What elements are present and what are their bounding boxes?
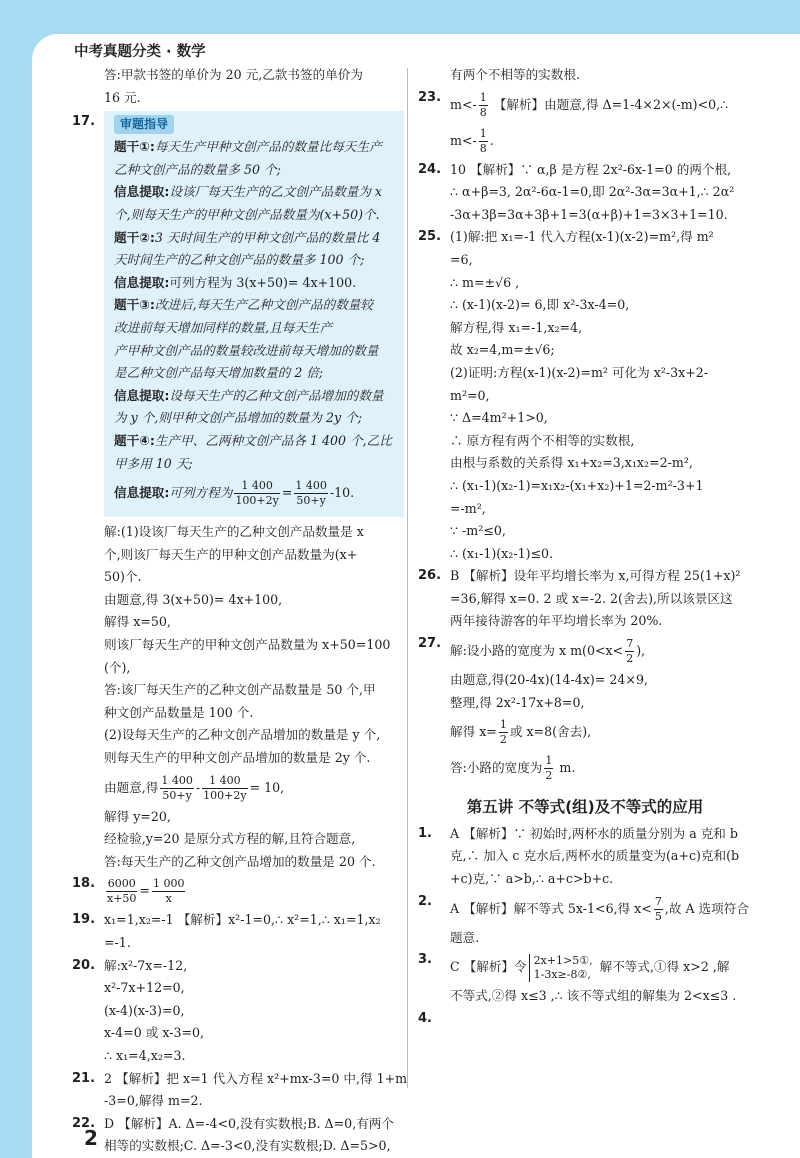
denominator: 5 bbox=[654, 909, 662, 923]
answer-p1 bbox=[420, 823, 750, 891]
fraction bbox=[544, 754, 553, 783]
hint-line: 产甲种文创产品的数量较改进前每天增加的数量 bbox=[114, 342, 379, 358]
text-line: 由题意,得(20-4x)(14-4x)= 24×9, bbox=[450, 672, 648, 688]
text-line bbox=[450, 949, 750, 985]
text-line: 不等式,②得 x≤3 ,∴ 该不等式组的解集为 2<x≤3 . bbox=[450, 988, 737, 1004]
denominator: 100+2y bbox=[235, 494, 279, 508]
numerator: 1 400 bbox=[234, 479, 279, 494]
text-line: 答:甲款书签的单价为 20 元,乙款书签的单价为 bbox=[104, 67, 363, 82]
answer-21 bbox=[72, 1068, 408, 1113]
hint-line bbox=[114, 227, 398, 250]
hint-line bbox=[114, 385, 398, 408]
left-column bbox=[72, 64, 408, 1158]
text-segment: m<- bbox=[450, 132, 477, 148]
text-line: 答:该厂每天生产的乙种文创产品数量是 50 个,甲 bbox=[104, 682, 376, 698]
question-number: 19. bbox=[72, 912, 96, 928]
text-segment: m<- bbox=[450, 96, 477, 112]
text-line: +c)克,∵ a>b,∴ a+c>b+c. bbox=[450, 871, 614, 887]
text-line: x-4=0 或 x-3=0, bbox=[104, 1025, 205, 1041]
text-line: 相等的实数根;C. Δ=-3<0,没有实数根;D. Δ=5>0, bbox=[104, 1138, 391, 1154]
fraction bbox=[152, 877, 186, 906]
text-line: 解得 y=20, bbox=[104, 808, 171, 824]
numerator: 6000 bbox=[107, 877, 136, 891]
question-number: 26. bbox=[418, 568, 442, 584]
text-line: A 【解析】∵ 初始时,两杯水的质量分别为 a 克和 b bbox=[450, 825, 738, 841]
fraction bbox=[160, 774, 194, 803]
answer-22-tail bbox=[420, 64, 750, 87]
text-line bbox=[450, 87, 750, 123]
text-line bbox=[450, 123, 750, 159]
hint-line bbox=[114, 272, 398, 295]
text-segment: m. bbox=[555, 760, 576, 776]
fraction bbox=[499, 718, 508, 747]
hint-box bbox=[104, 111, 404, 517]
text-line: x²-7x+12=0, bbox=[104, 980, 185, 996]
denominator: 8 bbox=[479, 141, 487, 155]
fraction bbox=[479, 91, 488, 120]
text-segment: 答:小路的宽度为 bbox=[450, 760, 543, 776]
text-line: 经检验,y=20 是原分式方程的解,且符合题意, bbox=[104, 831, 356, 847]
text-line: ∴ (x-1)(x-2)= 6,即 x²-3x-4=0, bbox=[450, 297, 630, 313]
hint-key: 题干②: bbox=[114, 229, 155, 245]
text-line: 由题意,得 $\frac{1 400}{50+y}$ - $\frac{1 400}{100+2y}$ = 10, bbox=[104, 773, 285, 802]
question-number: 2. bbox=[418, 893, 432, 909]
question-number: 23. bbox=[418, 89, 442, 105]
answer-20 bbox=[74, 955, 404, 1068]
answer-24 bbox=[420, 159, 750, 227]
hint-key: 信息提取: bbox=[114, 387, 170, 403]
text-line: ∴ x₁=4,x₂=3. bbox=[104, 1047, 186, 1063]
text-line: x₁=1,x₂=-1 【解析】x²-1=0,∴ x²=1,∴ x₁=1,x₂ bbox=[104, 912, 381, 928]
answer-p2 bbox=[420, 891, 750, 950]
question-number: 17. bbox=[72, 114, 96, 130]
question-number: 24. bbox=[418, 161, 442, 177]
hint-line bbox=[114, 181, 398, 204]
text-line: $\frac{6000}{x+50}$ = $\frac{1 000}{x}$ bbox=[107, 877, 185, 906]
question-number: 1. bbox=[418, 825, 432, 841]
text-line: 克,∴ 加入 c 克水后,两杯水的质量变为(a+c)克和(b bbox=[450, 848, 740, 864]
text-line: (2)设每天生产的乙种文创产品增加的数量是 y 个, bbox=[104, 727, 381, 743]
answer-25 bbox=[420, 226, 750, 565]
numerator: 1 400 bbox=[295, 479, 327, 493]
column-divider bbox=[407, 68, 408, 1088]
text-line bbox=[450, 750, 750, 786]
text-segment: 解得 x= bbox=[450, 724, 497, 740]
numerator: 1 400 bbox=[202, 774, 247, 789]
text-segment: 解:设小路的宽度为 x m(0<x< bbox=[450, 643, 624, 659]
text-segment: . bbox=[489, 132, 494, 148]
text-line: 由根与系数的关系得 x₁+x₂=3,x₁x₂=2-m², bbox=[450, 455, 693, 471]
text-segment: 或 x=8(舍去), bbox=[509, 724, 592, 740]
text-segment: 【解析】由题意,得 Δ=1-4×2×(-m)<0,∴ bbox=[489, 96, 729, 112]
hint-line: 甲多用 10 天; bbox=[114, 455, 193, 471]
hint-line bbox=[114, 136, 398, 159]
question-number: 3. bbox=[418, 952, 432, 968]
text-line bbox=[450, 891, 750, 927]
text-line: ∴ α+β=3, 2α²-6α-1=0,即 2α²-3α=3α+1,∴ 2α² bbox=[450, 184, 735, 200]
fraction bbox=[106, 877, 137, 906]
text-line: (个), bbox=[104, 659, 131, 675]
numerator: 1 bbox=[479, 90, 487, 104]
hint-line: 是乙种文创产品每天增加数量的 2 倍; bbox=[114, 365, 324, 381]
text-line: 有两个不相等的实数根. bbox=[450, 67, 580, 82]
text-line: ∵ Δ=4m²+1>0, bbox=[450, 410, 548, 426]
answer-26 bbox=[420, 565, 750, 633]
hint-line: 改进前每天增加同样的数量,且每天生产 bbox=[114, 319, 333, 335]
denominator: 50+y bbox=[162, 788, 192, 802]
text-line: =36,解得 x=0. 2 或 x=-2. 2(舍去),所以该景区这 bbox=[450, 590, 733, 606]
text-line: 解得 x=50, bbox=[104, 614, 171, 630]
section-heading: 第五讲 不等式(组)及不等式的应用 bbox=[466, 798, 704, 817]
text-line: 解方程,得 x₁=-1,x₂=4, bbox=[450, 319, 583, 335]
question-number: 4. bbox=[418, 1010, 432, 1026]
question-number: 20. bbox=[72, 957, 96, 973]
fraction bbox=[234, 479, 279, 508]
answer-22 bbox=[74, 1113, 404, 1158]
text-line: 解:(1)设该厂每天生产的乙种文创产品数量是 x bbox=[104, 524, 364, 540]
denominator: x+50 bbox=[107, 892, 137, 906]
text-line bbox=[450, 633, 750, 669]
page-number: 2 bbox=[84, 1126, 98, 1150]
text-line: -3=0,解得 m=2. bbox=[104, 1093, 203, 1109]
text-line: 个,则该厂每天生产的甲种文创产品数量为(x+ bbox=[104, 546, 358, 562]
hint-key: 信息提取: bbox=[114, 184, 170, 200]
denominator: 2 bbox=[626, 652, 634, 666]
denominator: 2 bbox=[499, 733, 507, 747]
text-line: ∴ 原方程有两个不相等的实数根, bbox=[450, 432, 635, 448]
hint-text: 3 天时间生产的甲种文创产品的数量比 4 bbox=[154, 229, 381, 245]
text-line: 由题意,得 3(x+50)= 4x+100, bbox=[104, 591, 283, 607]
denominator: 8 bbox=[479, 105, 487, 119]
text-line: 50)个. bbox=[104, 569, 142, 585]
text-segment: ), bbox=[636, 643, 646, 659]
numerator: 1 bbox=[499, 718, 507, 732]
hint-key: 信息提取: bbox=[114, 485, 170, 501]
numerator: 7 bbox=[654, 894, 662, 908]
hint-text: 每天生产甲种文创产品的数量比每天生产 bbox=[154, 139, 382, 155]
hint-line: 天时间生产的乙种文创产品的数量多 100 个; bbox=[114, 252, 365, 268]
answer-p4 bbox=[420, 1008, 750, 1031]
text-segment: A 【解析】解不等式 5x-1<6,得 x< bbox=[450, 900, 652, 916]
question-number: 25. bbox=[418, 229, 442, 245]
answer-27 bbox=[420, 633, 750, 786]
denominator: 100+2y bbox=[203, 788, 247, 802]
question-number: 22. bbox=[72, 1115, 96, 1131]
text-line: ∵ -m²≤0, bbox=[450, 523, 506, 539]
hint-key: 信息提取: bbox=[114, 274, 170, 290]
text-line: 解:x²-7x=-12, bbox=[104, 957, 188, 973]
text-line: =-1. bbox=[104, 935, 131, 950]
denominator: x bbox=[165, 892, 172, 906]
answer-19 bbox=[74, 909, 404, 954]
hint-text: 设每天生产的乙种文创产品增加的数量 bbox=[169, 387, 384, 403]
numerator: 1 000 bbox=[152, 877, 185, 891]
text-line: ∴ (x₁-1)(x₂-1)=x₁x₂-(x₁+x₂)+1=2-m²-3+1 bbox=[450, 477, 704, 493]
text-line: (1)解:把 x₁=-1 代入方程(x-1)(x-2)=m²,得 m² bbox=[450, 229, 714, 245]
hint-label: 审题指导 bbox=[114, 115, 174, 134]
text-segment: 由题意,得 bbox=[104, 779, 159, 795]
question-number: 27. bbox=[418, 636, 442, 652]
text-line: 则该厂每天生产的甲种文创产品数量为 x+50=100 bbox=[104, 637, 391, 653]
hint-text: 设该厂每天生产的乙文创产品数量为 x bbox=[169, 184, 383, 200]
hint-text: 可列方程为 3(x+50)= 4x+100. bbox=[169, 274, 357, 290]
text-line: B 【解析】设年平均增长率为 x,可得方程 25(1+x)² bbox=[450, 568, 741, 584]
text-segment: ,故 A 选项符合 bbox=[664, 900, 749, 916]
text-line: 2 【解析】把 x=1 代入方程 x²+mx-3=0 中,得 1+m bbox=[104, 1070, 408, 1086]
fraction bbox=[625, 637, 634, 666]
hint-line: 信息提取:可列方程为 $\frac{1 400}{100+2y}$ = $\frac{1 400}{50+y}$ -10. bbox=[114, 479, 355, 508]
text-line: (x-4)(x-3)=0, bbox=[104, 1002, 185, 1018]
text-line bbox=[450, 714, 750, 750]
equation-system bbox=[529, 954, 594, 982]
system-line: 1-3x≥-8②, bbox=[533, 967, 591, 981]
text-line: =-m², bbox=[450, 500, 486, 516]
hint-line: 乙种文创产品的数量多 50 个; bbox=[114, 161, 281, 177]
question-number: 21. bbox=[72, 1070, 96, 1086]
text-segment: = 10, bbox=[249, 779, 285, 795]
text-line: =6, bbox=[450, 251, 473, 267]
text-line: 整理,得 2x²-17x+8=0, bbox=[450, 694, 585, 710]
answer-23 bbox=[420, 87, 750, 159]
hint-key: 题干①: bbox=[114, 139, 155, 155]
page-header: 中考真题分类 · 数学 bbox=[74, 44, 206, 60]
hint-line: 个,则每天生产的甲种文创产品数量为(x+50)个. bbox=[114, 206, 380, 222]
numerator: 1 400 bbox=[161, 773, 193, 787]
answer-18 bbox=[74, 873, 404, 909]
denominator: 50+y bbox=[296, 494, 326, 508]
right-column bbox=[420, 64, 750, 1030]
fraction bbox=[479, 127, 488, 156]
hint-text: -10. bbox=[329, 485, 355, 501]
text-line bbox=[450, 1008, 750, 1031]
numerator: 1 bbox=[545, 754, 553, 768]
hint-text: 改进后,每天生产乙种文创产品的数量较 bbox=[154, 297, 373, 313]
text-line: D 【解析】A. Δ=-4<0,没有实数根;B. Δ=0,有两个 bbox=[104, 1115, 394, 1131]
text-line: -3α+3β=3α+3β+1=3(α+β)+1=3×3+1=10. bbox=[450, 206, 728, 222]
text-line: 10 【解析】∵ α,β 是方程 2x²-6x-1=0 的两个根, bbox=[450, 161, 732, 177]
denominator: 2 bbox=[545, 769, 553, 783]
text-line: 题意. bbox=[450, 929, 480, 945]
hint-text: 生产甲、乙两种文创产品各 1 400 个,乙比 bbox=[154, 432, 392, 448]
answer-16-tail bbox=[74, 64, 404, 109]
text-line: ∴ m=±√6 , bbox=[450, 274, 520, 290]
hint-line: 为 y 个,则甲种文创产品增加的数量为 2y 个; bbox=[114, 410, 363, 426]
fraction bbox=[202, 774, 247, 803]
hint-key: 题干④: bbox=[114, 432, 155, 448]
numerator: 7 bbox=[626, 637, 634, 651]
system-line: 2x+1>5①, bbox=[533, 953, 593, 967]
text-line: ∴ (x₁-1)(x₂-1)≤0. bbox=[450, 545, 554, 561]
text-line: m²=0, bbox=[450, 387, 490, 403]
hint-line bbox=[114, 294, 398, 317]
hint-text: 可列方程为 bbox=[169, 485, 233, 501]
text-line: 16 元. bbox=[104, 89, 141, 105]
hint-line bbox=[114, 430, 398, 453]
hint-key: 题干③: bbox=[114, 297, 155, 313]
numerator: 1 bbox=[479, 126, 487, 140]
question-number: 18. bbox=[72, 876, 96, 892]
answer-p3 bbox=[420, 949, 750, 1008]
fraction bbox=[294, 479, 328, 508]
text-line: 故 x₂=4,m=±√6; bbox=[450, 342, 555, 358]
text-segment: 解不等式,①得 x>2 ,解 bbox=[595, 959, 730, 975]
page-sheet bbox=[32, 34, 800, 1158]
text-line: 两年接待游客的年平均增长率为 20%. bbox=[450, 613, 663, 629]
fraction bbox=[654, 895, 663, 924]
text-line: 种文创产品数量是 100 个. bbox=[104, 704, 254, 720]
text-line: 则每天生产的甲种文创产品增加的数量是 2y 个. bbox=[104, 750, 371, 766]
answer-17 bbox=[74, 111, 404, 873]
text-segment: C 【解析】令 bbox=[450, 959, 527, 975]
text-line: 答:每天生产的乙种文创产品增加的数量是 20 个. bbox=[104, 853, 376, 869]
text-line: (2)证明:方程(x-1)(x-2)=m² 可化为 x²-3x+2- bbox=[450, 364, 709, 380]
